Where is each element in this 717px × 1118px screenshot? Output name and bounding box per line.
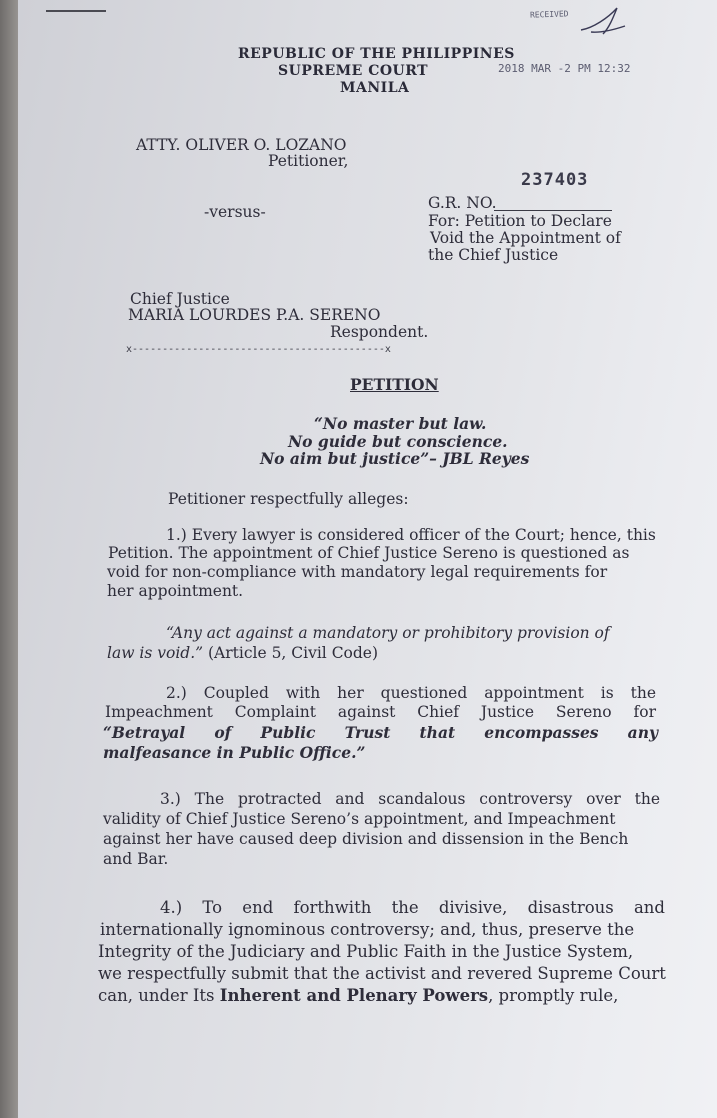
paragraph-4-emphasis: Inherent and Plenary Powers [219,986,489,1005]
epigraph-line-1: “No master but law. [314,414,487,433]
paragraph-3-line-4: and Bar. [103,850,169,868]
versus-label: -versus- [204,203,266,221]
respondent-role: Respondent. [330,323,429,341]
paragraph-2-line-1: 2.) Coupled with her questioned appointment is the [166,684,656,702]
paragraph-2-line-3: “Betrayal of Public Trust that encompasses any [103,723,658,742]
paragraph-4-line-1: 4.) To end forthwith the divisive, disastrous and [160,898,665,917]
paragraph-1-line-1: 1.) Every lawyer is considered officer of the Court; hence, this [166,526,656,544]
petitioner-role: Petitioner, [268,152,349,170]
received-stamp-label: RECEIVED [529,9,569,20]
caption-separator: x------------------------------------------x [126,344,391,355]
background-edge [0,0,20,1118]
case-purpose-line-2: Void the Appointment of [430,229,621,247]
paragraph-3-line-1: 3.) The protracted and scandalous controversy over the [160,790,660,808]
paragraph-2-line-2: Impeachment Complaint against Chief Justice Sereno for [105,703,656,721]
paragraph-1-line-3: void for non-compliance with mandatory legal requirements for [107,563,608,581]
margin-mark [46,10,106,12]
document-title: PETITION [350,375,439,394]
paragraph-4-line-5-start: can, under Its [98,986,220,1005]
paragraph-1-line-2: Petition. The appointment of Chief Justice Sereno is questioned as [108,544,630,562]
paragraph-2-line-4: malfeasance in Public Office.” [103,743,366,762]
gr-label: G.R. NO. [428,194,497,212]
paragraph-3-line-2: validity of Chief Justice Sereno’s appointment, and Impeachment [103,810,616,828]
paragraph-4-line-5-end: , promptly rule, [488,986,619,1005]
law-quote-text: law is void.” [107,644,204,662]
intro-text: Petitioner respectfully alleges: [168,490,409,508]
epigraph-line-2: No guide but conscience. [288,432,508,451]
document-page [18,0,717,1118]
case-purpose-line-1: For: Petition to Declare [428,212,612,230]
respondent-name: MARIA LOURDES P.A. SERENO [128,306,381,324]
paragraph-3-line-3: against her have caused deep division and dissension in the Bench [103,830,629,848]
gr-number: 237403 [521,170,589,190]
epigraph-line-3: No aim but justice”– JBL Reyes [260,449,530,468]
paragraph-4-line-5 [98,986,618,1005]
paragraph-4-line-2: internationally ignominous controversy; and, thus, preserve the [100,920,635,939]
respondent-title: Chief Justice [130,290,230,308]
court-country: REPUBLIC OF THE PHILIPPINES [238,46,515,62]
law-quote-citation: (Article 5, Civil Code) [203,644,379,662]
case-purpose-line-3: the Chief Justice [428,246,559,264]
court-name: SUPREME COURT [278,63,429,79]
paragraph-4-line-4: we respectfully submit that the activist and revered Supreme Court [98,964,666,983]
law-quote-line-1: “Any act against a mandatory or prohibitory provision of [166,624,610,642]
paragraph-1-line-4: her appointment. [107,582,244,600]
paragraph-4-line-3: Integrity of the Judiciary and Public Faith in the Justice System, [98,942,634,961]
signature-mark [573,0,633,40]
law-quote-line-2 [107,644,378,662]
petitioner-name: ATTY. OLIVER O. LOZANO [136,136,347,154]
court-city: MANILA [340,80,410,96]
gr-number-line [494,210,612,211]
received-stamp-datetime: 2018 MAR -2 PM 12:32 [498,62,631,75]
